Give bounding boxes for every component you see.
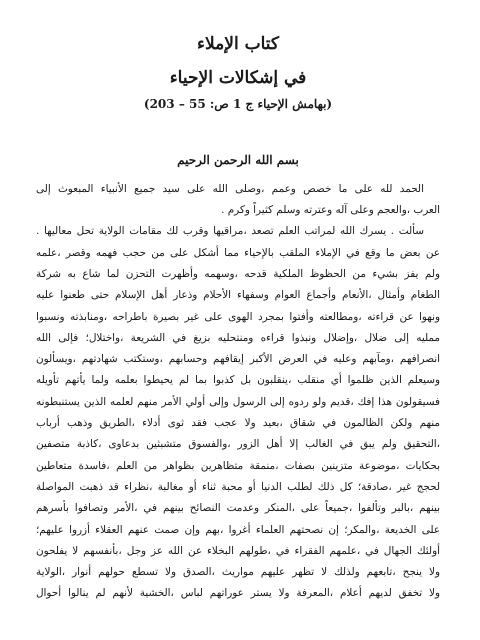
text-line: فسيقولون هذا إفك ،قديم ولو ردوه إلى الرسول وإلى أولي الأمر منهم لعلمه الذين يستنبطونه	[36, 395, 440, 408]
text-line: ممليه إلى ضلال ،وإضلال ونبذوا قراءه ومنتحليه بزيغ في الشريعة ،واختلال؛ فإلى الله	[36, 331, 440, 344]
text-line: الحمد لله على ما خصص وعمم ،وصلى الله على سيد جميع الأنبياء المبعوث إلى	[36, 182, 424, 195]
text-line: بحكايات ،موضوعة متزينين بصفات ،منمقة متظاهرين بظواهر من العلم ،فاسدة متعاطين	[36, 459, 440, 472]
text-line: بينهم ،بالبر وتألفوا ،جميعاً على ،المنكر وعدمت النصائح بينهم في ،الأمر وتصافوا بأسرهم	[36, 502, 440, 515]
basmala-heading: بسم الله الرحمن الرحيم	[177, 153, 299, 168]
text-line: منهم ولكن الظالمون في شقاق ،بعيد ولا عجب فقد ثوى أدلاء ،الطريق وذهب أرباب	[36, 417, 440, 430]
text-line: الطغام وأمثال ،الأنعام وأجماع العوام وسفهاء الأحلام وذعار أهل الإسلام حتى طعنوا عليه	[36, 289, 440, 302]
text-line: ونهوا عن قراءته ،ومطالعته وأفتوا بمجرد الهوى على غير بصيرة باطراحه ،ومنابذته ونسبوا	[36, 310, 440, 323]
book-subtitle: في إشكالات الإحياء	[169, 68, 307, 89]
text-line: على الخديعة ،والمكر؛ إن نصحتهم العلماء أغروا ،بهم وإن صمت عنهم العقلاء أزروا عليهم؛	[36, 523, 440, 536]
text-line: انصرافهم ،ومآبهم وعليه في العرض الأكبر إيقافهم وحسابهم ،وستكتب شهادتهم ،ويسألون	[36, 353, 440, 366]
text-line: وسيعلم الذين ظلموا أي منقلب ،ينقلبون بل كذبوا بما لم يحيطوا بعلمه ولما يأتهم تأويله	[36, 374, 440, 387]
text-line: ولا تخفق لديهم أعلام ،المعرفة ولا يستر عوراتهم لباس ،الخشية لأنهم لم ينالوا أحوال	[36, 587, 440, 600]
text-line: ولا ينجح ،تابعهم ولذلك لا تظهر عليهم مواريث ،الصدق ولا تسطع حولهم أنوار ،الولاية	[36, 566, 440, 579]
text-line: سألت . يسرك الله لمراتب العلم تصعد ،مراقيها وقرب لك مقامات الولاية تحل معاليها .	[36, 225, 424, 238]
text-line: ولم يفز بشيء من الحظوظ الملكية قدحه ،وسهمه وأظهرت التحزن لما شاع به شركة	[36, 267, 440, 280]
text-line: لحجج غير ،صادقة؛ كل ذلك لطلب الدنيا أو محبة ثناء أو مغالبة ،نظراء قد ذهبت المواصلة	[36, 480, 440, 493]
opening-paragraph	[36, 179, 440, 222]
text-line: عن بعض ما وقع في الإملاء الملقب بالإحياء مما أشكل على من حجب فهمه وقصر ،علمه	[36, 246, 440, 259]
text-line: ،التحقيق ولم يبق في الغالب إلا أهل الزور ،والفسوق متشبثين بدعاوى ،كاذبة متصفين	[36, 438, 440, 451]
text-line: أولئك الجهال في ،علمهم الفقراء في ،طولهم البخلاء عن الله عز وجل ،بأنفسهم لا يفلحون	[36, 544, 440, 557]
text-line: العرب ،والعجم وعلى آله وعترته وسلم كثيراً وكرم .	[221, 204, 440, 217]
source-reference: (بهامش الإحياء ج 1 ص: 55 – 203)	[143, 96, 333, 111]
body-paragraph	[36, 221, 440, 604]
book-title: كتاب الإملاء	[197, 34, 279, 54]
